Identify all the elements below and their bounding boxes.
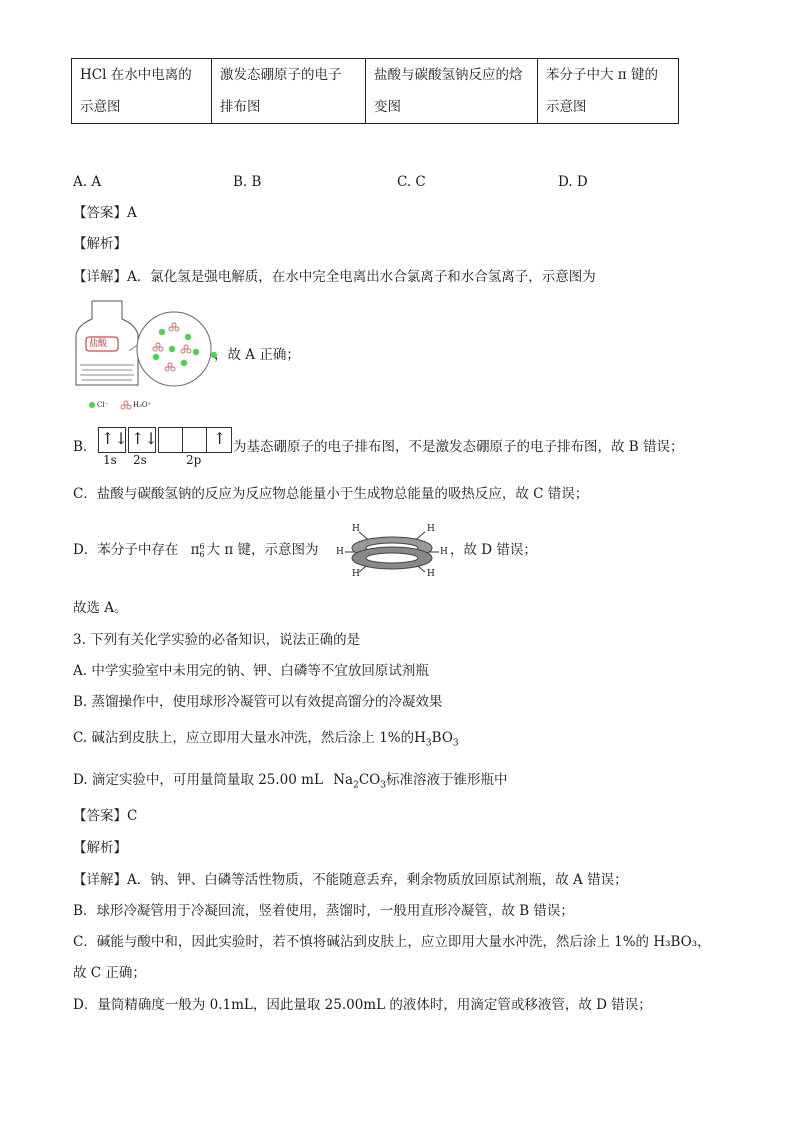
bottle-label: 盐酸 [89, 339, 108, 349]
orbital-label: 2p [186, 453, 202, 467]
table-cell-c: 盐酸与碳酸氢钠反应的焓 变图 [366, 59, 538, 124]
formula-h3bo3: $H_3BO_3$ [414, 730, 459, 749]
choice-a: A. A [73, 174, 102, 190]
q3-detail-c2: 故 C 正确； [73, 965, 146, 981]
formula-na2co3: $Na_2CO_3$ [333, 772, 386, 791]
legend-cl: Cl⁻ [97, 401, 109, 409]
q2-conclusion: 故选 A。 [73, 600, 128, 616]
q3-answer: 【答案】C [73, 808, 138, 824]
q2-b-tail: 为基态硼原子的电子排布图，不是激发态硼原子的电子排布图，故 B 错误； [233, 439, 684, 455]
q3-option-c: C. 碱沾到皮肤上，应立即用大量水冲洗，然后涂上 1%的$H_3BO_3$ [73, 730, 459, 749]
benzene-h: H [440, 547, 448, 557]
q3-detail-c1: C．碱能与酸中和，因此实验时，若不慎将碱沾到皮肤上，应立即用大量水冲洗，然后涂上 1%的 H₃BO₃， [73, 934, 711, 950]
q2-answer: 【答案】A [73, 205, 137, 221]
q2-analysis-label: 【解析】 [73, 236, 127, 252]
q3-option-d: D. 滴定实验中，可用量筒量取 25.00 mL $Na_2CO_3$标准溶液于锥形瓶中 [73, 772, 508, 791]
q3-option-b: B. 蒸馏操作中，使用球形冷凝管可以有效提高馏分的冷凝效果 [73, 694, 443, 710]
benzene-h: H [427, 524, 435, 534]
options-table [71, 58, 679, 124]
benzene-h: H [336, 547, 344, 557]
q2-a-tail: ，故 A 正确； [214, 347, 300, 363]
choice-c: C. C [397, 174, 426, 190]
q2-b-prefix: B． [73, 439, 97, 455]
q2-d-line: D．苯分子中存在 π 6 6 大 π 键，示意图为 [73, 541, 319, 559]
q3-stem: 3. 下列有关化学实验的必备知识，说法正确的是 [73, 632, 361, 648]
q3-option-a: A. 中学实验室中未用完的钠、钾、白磷等不宜放回原试剂瓶 [73, 663, 429, 679]
q2-d-tail: ，故 D 错误； [450, 542, 537, 558]
orbital-label: 2s [133, 453, 147, 467]
q3-detail-d: D．量筒精确度一般为 0.1mL，因此量取 25.00mL 的液体时，用滴定管或移液管，故 D 错误； [73, 997, 652, 1013]
table-cell-b: 激发态硼原子的电子 排布图 [212, 59, 366, 124]
q2-c-line: C．盐酸与碳酸氢钠的反应为反应物总能量小于生成物总能量的吸热反应，故 C 错误； [73, 486, 589, 502]
orbital-2p-box [182, 427, 208, 453]
hcl-ionization-illustration [74, 297, 224, 415]
benzene-h: H [427, 569, 435, 579]
orbital-2p-box [158, 427, 184, 453]
table-cell-a: HCl 在水中电离的 示意图 [72, 59, 212, 124]
q3-detail-a: 【详解】A．钠、钾、白磷等活性物质，不能随意丢弃，剩余物质放回原试剂瓶，故 A 错误； [73, 872, 628, 888]
table-cell-d: 苯分子中大 π 键的 示意图 [538, 59, 679, 124]
arrow-up-icon: ↑ [213, 429, 227, 448]
q3-analysis-label: 【解析】 [73, 840, 127, 856]
legend-h3o: H₃O⁺ [133, 401, 152, 409]
benzene-h: H [352, 569, 360, 579]
q2-detail-a: 【详解】A．氯化氢是强电解质，在水中完全电离出水合氯离子和水合氢离子，示意图为 [73, 269, 596, 285]
benzene-h: H [352, 524, 360, 534]
q3-detail-b: B．球形冷凝管用于冷凝回流，竖着使用，蒸馏时，一般用直形冷凝管，故 B 错误； [73, 903, 574, 919]
arrow-up-down-icon: ↑↓ [131, 429, 158, 448]
choice-b: B. B [233, 174, 262, 190]
choice-d: D. D [558, 174, 588, 190]
orbital-label: 1s [103, 453, 117, 467]
arrow-up-down-icon: ↑↓ [101, 429, 128, 448]
